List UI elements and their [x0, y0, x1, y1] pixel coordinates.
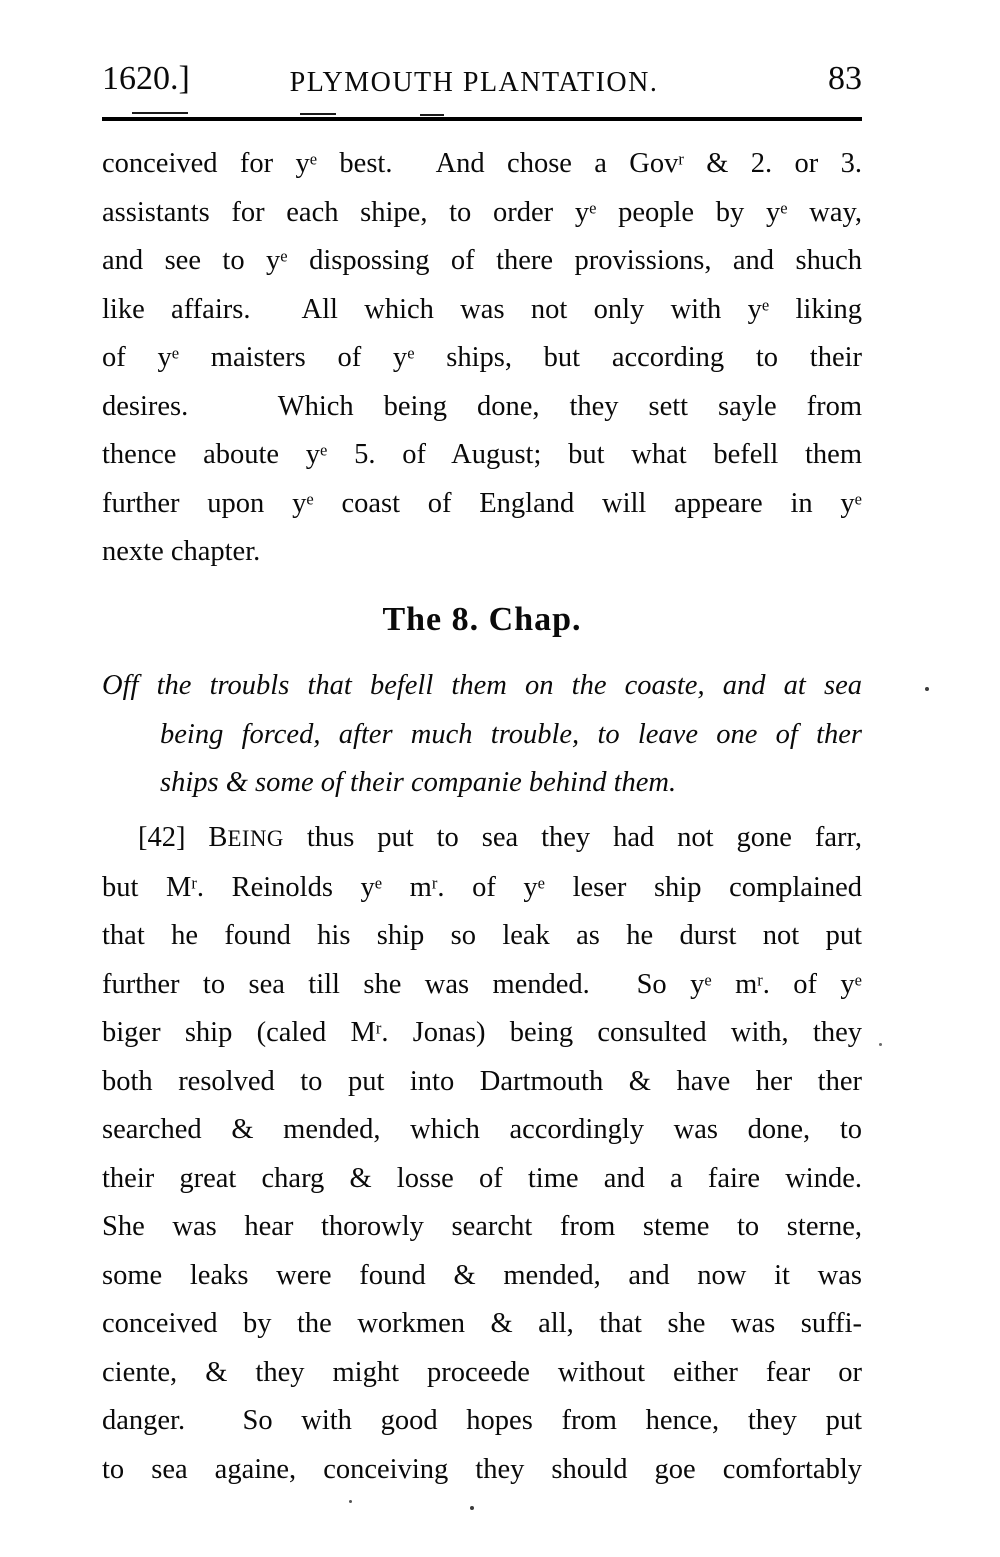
text-line: like affairs. All which was not only with $y^e$ liking [102, 293, 862, 325]
chapter-subtitle [102, 662, 862, 808]
scan-artifact-dash [300, 113, 336, 115]
text-line: biger ship (caled $M^r$. Jonas) being consulted with, they [102, 1017, 862, 1048]
scan-artifact-dot [349, 1500, 352, 1503]
header-year: 1620.] [102, 60, 190, 97]
text-line: nexte chapter. [102, 536, 261, 567]
text-line: She was hear thorowly searcht from steme to sterne, [102, 1211, 862, 1242]
text-line: their great charg & losse of time and a faire winde. [102, 1162, 862, 1194]
text-line: desires. Which being done, they sett sayle from [102, 390, 862, 422]
scan-artifact-dot [925, 687, 929, 691]
text-line: searched & mended, which accordingly was done, to [102, 1114, 862, 1145]
text-line: [42] BEING thus put to sea they had not gone farr, [138, 822, 862, 853]
paragraph-1 [102, 140, 862, 577]
scan-artifact-dash [132, 112, 188, 114]
text-line: of $y^e$ maisters of $y^e$ ships, but according to their [102, 342, 863, 373]
text-line: being forced, after much trouble, to leave one of ther [160, 718, 862, 750]
scan-artifact-dot [879, 1043, 882, 1046]
text-line: but $M^r$. Reinolds $y^e$ $m^r$. of $y^e$ leser ship complained [102, 871, 863, 903]
header-title: PLYMOUTH PLANTATION. [289, 67, 659, 98]
text-line: conceived for $y^e$ best. And chose a Gov$^r$ & 2. or 3. [102, 148, 862, 179]
header-page-number: 83 [828, 60, 862, 97]
text-line: to sea againe, conceiving they should goe comfortably [102, 1453, 862, 1485]
paragraph-2 [102, 814, 862, 1494]
text-line: thence aboute $y^e$ 5. of August; but what befell them [102, 439, 862, 470]
text-line: Off the troubls that befell them on the coaste, and at sea [102, 670, 862, 701]
text-line: conceived by the workmen & all, that she was suffi- [102, 1308, 862, 1339]
text-line: both resolved to put into Dartmouth & have her ther [102, 1065, 862, 1097]
header-rule [102, 117, 862, 121]
text-line: and see to $y^e$ dispossing of there provissions, and shuch [102, 245, 862, 276]
text-line: further upon $y^e$ coast of England will appeare in $y^e$ [102, 487, 862, 519]
text-line: some leaks were found & mended, and now it was [102, 1259, 862, 1291]
text-line: danger. So with good hopes from hence, they put [102, 1405, 862, 1436]
text-line: further to sea till she was mended. So $y^e$ $m^r$. of $y^e$ [102, 968, 863, 1000]
text-line: that he found his ship so leak as he durst not put [102, 920, 862, 951]
chapter-heading: The 8. Chap. [382, 601, 582, 638]
text-line: ciente, & they might proceede without either fear or [102, 1356, 862, 1388]
scan-artifact-dash [420, 114, 444, 116]
text-line: ships & some of their companie behind them. [160, 767, 677, 798]
text-line: assistants for each shipe, to order $y^e$ people by $y^e$ way, [102, 196, 863, 228]
scan-artifact-dot [470, 1506, 474, 1510]
